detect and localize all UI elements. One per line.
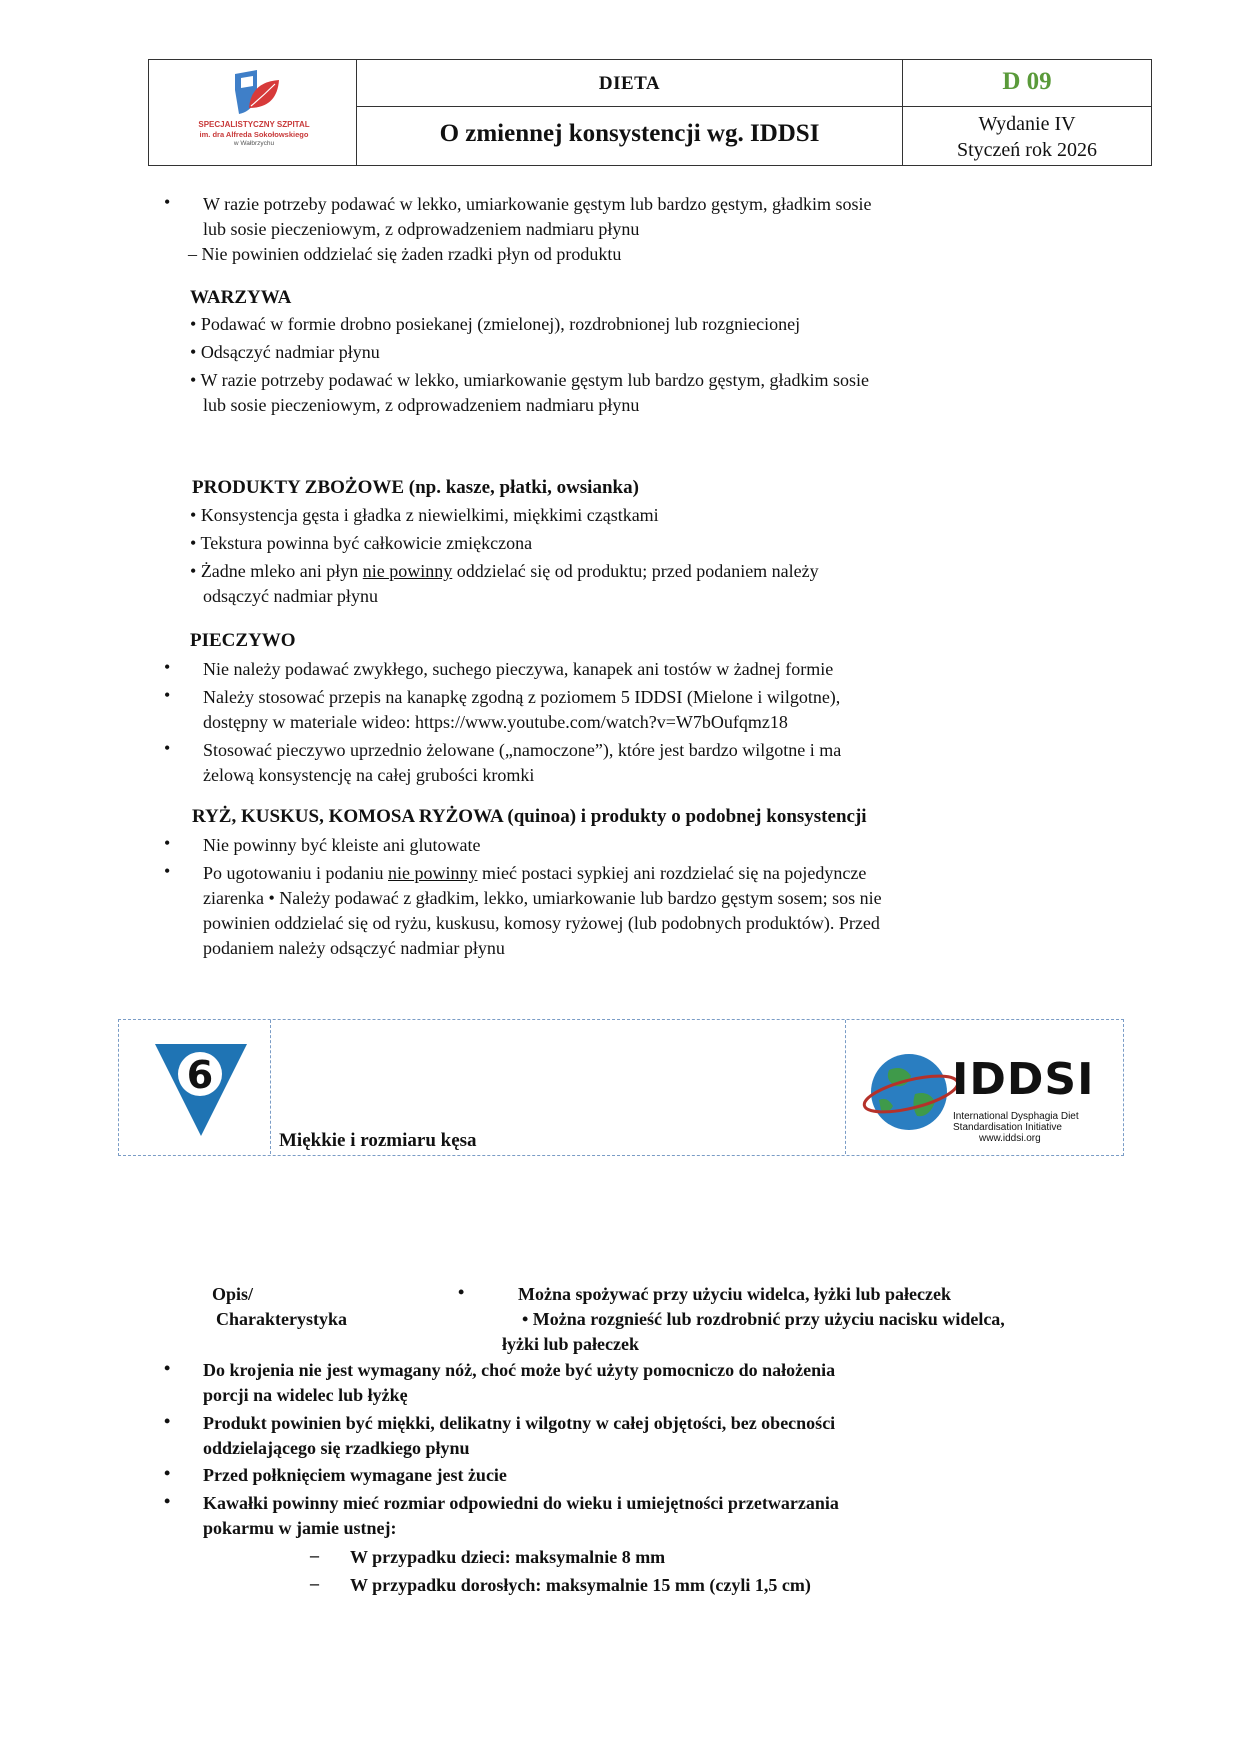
bullet-marker: •	[164, 192, 171, 212]
iddsi-url: www.iddsi.org	[979, 1133, 1041, 1144]
bullet-marker: •	[458, 1282, 465, 1302]
document-code: D 09	[1002, 68, 1052, 95]
bullet-marker: •	[190, 314, 197, 334]
list-item-text: Nie powinny być kleiste ani glutowate	[203, 835, 481, 855]
iddsi-subtitle-line: International Dysphagia Diet	[953, 1111, 1079, 1122]
list-item-text: lub sosie pieczeniowym, z odprowadzeniem nadmiaru płynu	[203, 219, 640, 239]
underlined-text: nie powinny	[388, 863, 478, 883]
list-item-text: oddzielającego się rzadkiego płynu	[203, 1438, 470, 1458]
list-item-text: podaniem należy odsączyć nadmiar płynu	[203, 938, 505, 958]
list-item-text: pokarmu w jamie ustnej:	[203, 1518, 397, 1538]
list-item	[190, 531, 532, 556]
list-item-text: Należy stosować przepis na kanapkę zgodną z poziomem 5 IDDSI (Mielone i wilgotne),	[203, 687, 841, 707]
description-label: Opis/	[212, 1284, 254, 1304]
list-item-text: Stosować pieczywo uprzednio żelowane („namoczone”), które jest bardzo wilgotne i ma	[203, 740, 842, 760]
list-item	[190, 559, 819, 584]
list-item-text: Można spożywać przy użyciu widelca, łyżki lub pałeczek	[518, 1284, 951, 1304]
list-item	[190, 340, 380, 365]
logo-line-2: im. dra Alfreda Sokołowskiego	[199, 130, 309, 139]
list-item-text: oddzielać się od produktu; przed podaniem należy	[452, 561, 819, 581]
list-item-text: żelową konsystencję na całej grubości kromki	[203, 765, 535, 785]
document-category: DIETA	[598, 73, 661, 94]
hospital-logo	[179, 68, 329, 158]
list-item-text: W razie potrzeby podawać w lekko, umiarkowanie gęstym lub bardzo gęstym, gładkim sosie	[200, 370, 869, 390]
bullet-marker: •	[164, 861, 171, 881]
document-header	[148, 59, 1152, 166]
level-6-badge-icon	[153, 1042, 249, 1138]
description-label: Charakterystyka	[216, 1309, 347, 1329]
banner-divider	[845, 1020, 846, 1154]
bullet-marker: •	[190, 370, 197, 390]
iddsi-subtitle-line: Standardisation Initiative	[953, 1122, 1062, 1133]
list-item	[190, 503, 659, 528]
list-item	[190, 312, 800, 337]
list-item-text: porcji na widelec lub łyżkę	[203, 1385, 408, 1405]
bullet-marker: •	[164, 657, 171, 677]
list-item-continuation: lub sosie pieczeniowym, z odprowadzeniem nadmiaru płynu	[203, 395, 640, 415]
list-item-text: W przypadku dorosłych: maksymalnie 15 mm (czyli 1,5 cm)	[350, 1575, 811, 1595]
edition-info	[903, 111, 1151, 163]
code-cell	[903, 60, 1151, 165]
list-item-text: Kawałki powinny mieć rozmiar odpowiedni do wieku i umiejętności przetwarzania	[203, 1493, 839, 1513]
list-item-text: Produkt powinien być miękki, delikatny i wilgotny w całej objętości, bez obecności	[203, 1413, 836, 1433]
bullet-marker: •	[190, 505, 197, 525]
list-item	[203, 738, 841, 788]
logo-cell	[149, 60, 357, 165]
list-item-text: Do krojenia nie jest wymagany nóż, choć może być użyty pomocniczo do nałożenia	[203, 1360, 836, 1380]
edition-number: Wydanie IV	[978, 113, 1076, 135]
section-heading: PIECZYWO	[190, 630, 296, 651]
list-item-line	[203, 861, 882, 886]
logo-line-3: w Wałbrzychu	[233, 140, 275, 147]
list-item-text: ziarenka • Należy podawać z gładkim, lekko, umiarkowanie lub bardzo gęstym sosem; sos nie	[203, 888, 882, 908]
list-item-text: powinien oddzielać się od ryżu, kuskusu, komosy ryżowej (lub podobnych produktów). Przed	[203, 913, 880, 933]
list-item	[203, 861, 882, 961]
title-cell	[357, 60, 903, 165]
list-item-text: W przypadku dzieci: maksymalnie 8 mm	[350, 1547, 666, 1567]
list-item	[203, 685, 840, 735]
bullet-marker: •	[190, 342, 197, 362]
hospital-emblem-icon	[179, 68, 329, 123]
list-item-text: mieć postaci sypkiej ani rozdzielać się na pojedyncze	[477, 863, 867, 883]
iddsi-subtitle	[953, 1111, 1079, 1133]
dash-marker: –	[310, 1545, 319, 1565]
bullet-marker: •	[190, 561, 197, 581]
list-item-text: łyżki lub pałeczek	[502, 1334, 640, 1354]
bullet-marker: •	[164, 685, 171, 705]
list-item-text: Przed połknięciem wymagane jest żucie	[203, 1465, 507, 1485]
section-heading: PRODUKTY ZBOŻOWE (np. kasze, płatki, owsianka)	[192, 477, 639, 498]
list-item-text: Po ugotowaniu i podaniu	[203, 863, 388, 883]
bullet-marker: •	[164, 1358, 171, 1378]
dash-marker: –	[310, 1573, 319, 1593]
bullet-marker: •	[164, 1411, 171, 1431]
list-item-text: • Można rozgnieść lub rozdrobnić przy użyciu nacisku widelca,	[522, 1309, 1005, 1329]
logo-line-1: SPECJALISTYCZNY SZPITAL	[198, 120, 310, 129]
edition-date: Styczeń rok 2026	[957, 139, 1097, 161]
header-divider	[357, 106, 1151, 107]
underlined-text: nie powinny	[362, 561, 453, 581]
banner-divider	[270, 1020, 271, 1154]
section-heading: RYŻ, KUSKUS, KOMOSA RYŻOWA (quinoa) i produkty o podobnej konsystencji	[192, 806, 867, 827]
list-item-text: Konsystencja gęsta i gładka z niewielkimi, miękkimi cząstkami	[200, 505, 659, 525]
list-item	[190, 368, 869, 393]
list-item	[203, 1491, 839, 1541]
bullet-marker: •	[164, 738, 171, 758]
list-item-text: Odsączyć nadmiar płynu	[200, 342, 380, 362]
bullet-marker: •	[190, 533, 197, 553]
list-item	[203, 1411, 835, 1461]
list-item-text: Żadne mleko ani płyn	[200, 561, 363, 581]
dash-note: – Nie powinien oddzielać się żaden rzadki płyn od produktu	[188, 244, 622, 264]
list-item-text: Nie należy podawać zwykłego, suchego pieczywa, kanapek ani tostów w żadnej formie	[203, 659, 834, 679]
list-item-text: Tekstura powinna być całkowicie zmiękczona	[200, 533, 533, 553]
list-item-continuation: odsączyć nadmiar płynu	[203, 586, 378, 606]
bullet-marker: •	[164, 833, 171, 853]
list-item-text: Podawać w formie drobno posiekanej (zmielonej), rozdrobnionej lub rozgniecionej	[200, 314, 801, 334]
list-item-text: W razie potrzeby podawać w lekko, umiarkowanie gęstym lub bardzo gęstym, gładkim sosie	[203, 194, 872, 214]
bullet-marker: •	[164, 1491, 171, 1511]
level-label: Miękkie i rozmiaru kęsa	[279, 1130, 477, 1151]
iddsi-logo-text: IDDSI	[952, 1054, 1095, 1105]
list-item	[203, 1358, 835, 1408]
svg-text:6: 6	[186, 1053, 214, 1097]
iddsi-level-banner	[118, 1019, 1124, 1156]
list-item-text: dostępny w materiale wideo: https://www.youtube.com/watch?v=W7bOufqmz18	[203, 712, 788, 732]
list-item	[203, 192, 871, 242]
document-title: O zmiennej konsystencji wg. IDDSI	[439, 120, 820, 147]
globe-icon	[859, 1050, 959, 1136]
section-heading: WARZYWA	[190, 287, 292, 308]
bullet-marker: •	[164, 1463, 171, 1483]
